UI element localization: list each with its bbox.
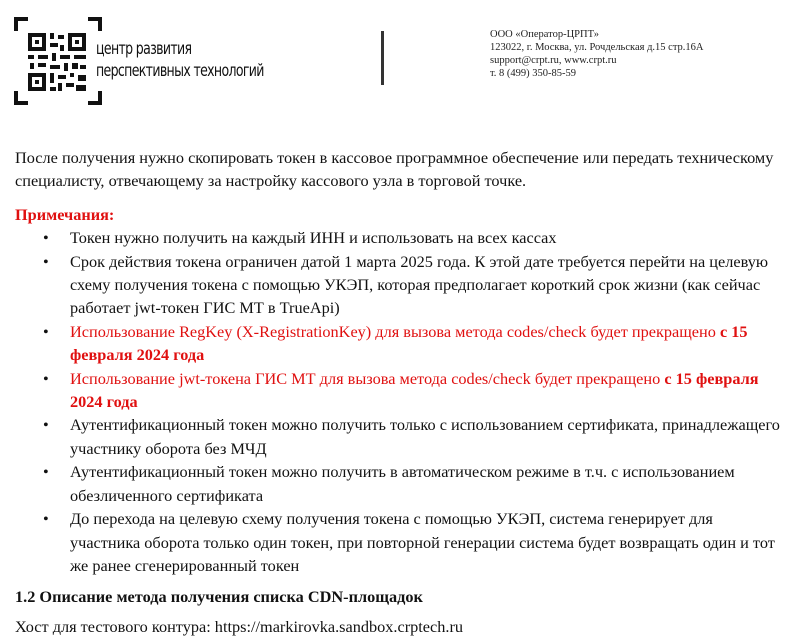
logo-text-line1: центр развития — [96, 39, 192, 59]
header-divider — [381, 31, 384, 85]
notes-title: Примечания: — [15, 204, 115, 224]
note-text: До перехода на целевую схему получения токена с помощью УКЭП, система генерирует для участника оборота только один токен, при повторной генерации система будет возвращать один и тот же ранее сгенерированный токен — [70, 509, 775, 575]
document-body — [15, 146, 785, 638]
note-item — [15, 320, 785, 367]
note-item — [15, 250, 785, 320]
section-heading: 1.2 Описание метода получения списка CDN-площадок — [15, 587, 423, 607]
company-name: ООО «Оператор-ЦРПТ» — [490, 29, 599, 40]
company-address: 123022, г. Москва, ул. Рочдельская д.15 стр.16А — [490, 42, 704, 53]
note-text: Использование jwt-токена ГИС МТ для вызова метода codes/check будет прекращено — [70, 368, 665, 388]
notes-list — [15, 226, 785, 577]
company-phone: т. 8 (499) 350-85-59 — [490, 68, 577, 79]
note-item — [15, 460, 785, 507]
note-text: Токен нужно получить на каждый ИНН и использовать на всех кассах — [70, 228, 557, 248]
note-text: Аутентификационный токен можно получить только с использованием сертификата, принадлежащего участнику оборота без МЧД — [70, 415, 780, 458]
note-date: с 15 февраля 2024 года — [70, 321, 748, 365]
note-item — [15, 413, 785, 460]
company-contacts: support@crpt.ru, www.crpt.ru — [490, 55, 617, 66]
logo-qr-icon — [14, 17, 102, 105]
note-text: Аутентификационный токен можно получить в автоматическом режиме в т.ч. с использованием обезличенного сертификата — [70, 462, 735, 505]
note-text: Использование RegKey (X-RegistrationKey) для вызова метода codes/check будет прекращено — [70, 321, 720, 341]
note-item — [15, 226, 785, 249]
logo-text — [96, 38, 264, 82]
intro-paragraph: После получения нужно скопировать токен в кассовое программное обеспечение или передать техническому специалисту, отвечающему за настройку кассового узла в торговой точке. — [15, 148, 774, 191]
note-date: с 15 февраля 2024 года — [70, 368, 759, 412]
note-item — [15, 507, 785, 577]
company-info — [490, 28, 704, 80]
logo-text-line2: перспективных технологий — [96, 61, 264, 81]
note-text: Срок действия токена ограничен датой 1 марта 2025 года. К этой дате требуется перейти на целевую схему получения токена с помощью УКЭП, которая предполагает короткий срок жизни (как сейчас работает jwt-токен ГИС МТ в TrueApi) — [70, 251, 769, 318]
host-line: Хост для тестового контура: https://markirovka.sandbox.crptech.ru — [15, 616, 464, 636]
note-item — [15, 367, 785, 414]
